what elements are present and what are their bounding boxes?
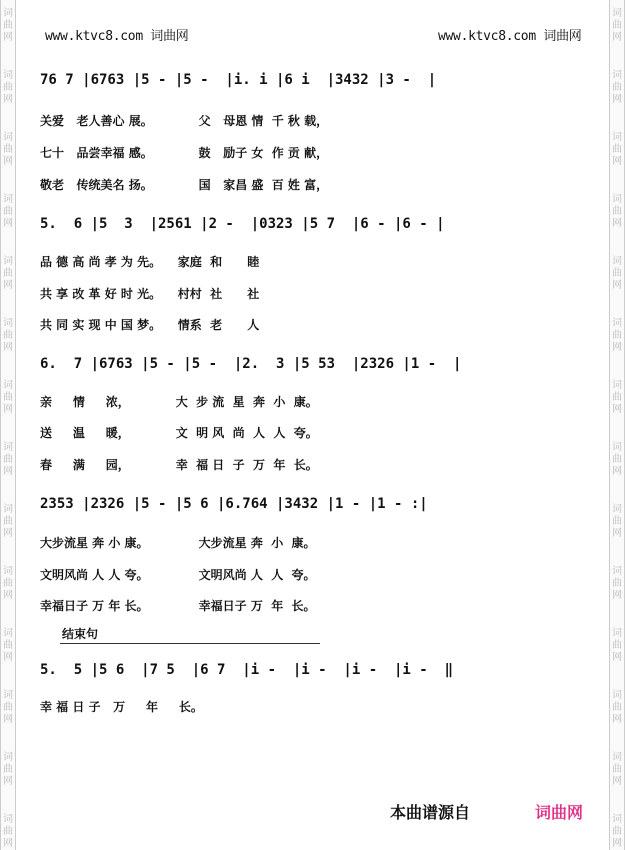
notation-line-1: 76 7 |6763 |5 - |5 - |i. i |6 i |3432 |3 - | <box>40 72 437 88</box>
watermark-glyph-group <box>1 194 15 230</box>
watermark-glyph: 词 <box>3 380 13 391</box>
watermark-glyph: 词 <box>3 504 13 515</box>
watermark-glyph-group <box>610 132 624 168</box>
watermark-glyph: 词 <box>612 628 622 639</box>
watermark-glyph: 曲 <box>3 206 13 217</box>
watermark-glyph: 词 <box>3 318 13 329</box>
watermark-glyph: 曲 <box>612 20 622 31</box>
watermark-glyph-group <box>1 690 15 726</box>
watermark-glyph: 词 <box>612 814 622 825</box>
watermark-glyph-group <box>610 380 624 416</box>
watermark-glyph: 曲 <box>612 144 622 155</box>
watermark-glyph: 网 <box>3 652 13 663</box>
watermark-glyph: 网 <box>3 590 13 601</box>
watermark-glyph-group <box>1 628 15 664</box>
watermark-glyph: 曲 <box>3 330 13 341</box>
watermark-glyph: 网 <box>612 280 622 291</box>
lyric-line-1-3: 敬老 传统美名 扬。 国 家昌 盛 百 姓 富， <box>40 178 329 192</box>
notation-line-2: 5. 6 |5 3 |2561 |2 - |0323 |5 7 |6 - |6 - | <box>40 216 445 232</box>
watermark-glyph: 网 <box>3 776 13 787</box>
watermark-glyph: 曲 <box>3 516 13 527</box>
lyric-line-2-3: 共 同 实 现 中 国 梦。 情系 老 人 <box>40 318 260 332</box>
watermark-glyph: 网 <box>3 404 13 415</box>
watermark-glyph: 词 <box>612 690 622 701</box>
watermark-glyph: 词 <box>3 690 13 701</box>
watermark-glyph: 网 <box>612 652 622 663</box>
watermark-glyph: 网 <box>3 32 13 43</box>
watermark-glyph-group <box>610 70 624 106</box>
watermark-glyph-group <box>1 566 15 602</box>
watermark-glyph: 词 <box>3 194 13 205</box>
header-right <box>438 25 582 44</box>
watermark-glyph: 网 <box>612 94 622 105</box>
watermark-glyph: 曲 <box>3 20 13 31</box>
watermark-glyph: 词 <box>612 752 622 763</box>
watermark-glyph: 词 <box>612 132 622 143</box>
watermark-glyph: 曲 <box>3 764 13 775</box>
watermark-glyph: 曲 <box>3 392 13 403</box>
watermark-glyph-group <box>610 566 624 602</box>
watermark-glyph: 词 <box>3 70 13 81</box>
watermark-glyph: 曲 <box>612 392 622 403</box>
watermark-glyph-group <box>610 628 624 664</box>
watermark-glyph: 网 <box>612 32 622 43</box>
lyric-line-1-1: 关爱 老人善心 展。 父 母恩 情 千 秋 载， <box>40 114 329 128</box>
watermark-glyph: 网 <box>3 466 13 477</box>
watermark-glyph: 曲 <box>612 578 622 589</box>
watermark-glyph: 网 <box>3 218 13 229</box>
header-left <box>45 25 189 44</box>
watermark-glyph: 网 <box>612 156 622 167</box>
source-text: 本曲谱源自 <box>390 803 471 822</box>
watermark-glyph-group <box>1 504 15 540</box>
watermark-glyph: 网 <box>3 280 13 291</box>
watermark-glyph: 曲 <box>612 764 622 775</box>
watermark-glyph: 词 <box>612 256 622 267</box>
brand-logo-text[interactable]: 词曲网 <box>535 803 584 822</box>
watermark-glyph: 词 <box>3 752 13 763</box>
ending-label: 结束句 <box>62 627 99 641</box>
watermark-glyph: 曲 <box>612 206 622 217</box>
watermark-glyph-group <box>610 690 624 726</box>
watermark-glyph-group <box>610 256 624 292</box>
watermark-glyph: 词 <box>3 628 13 639</box>
watermark-glyph-group <box>610 318 624 354</box>
header-left-site[interactable]: www.ktvc8.com <box>45 29 143 44</box>
watermark-glyph: 网 <box>612 466 622 477</box>
notation-ending: 5. 5 |5 6 |7 5 |6 7 |i - |i - |i - |i - ‖ <box>40 662 454 678</box>
notation-line-3: 6. 7 |6763 |5 - |5 - |2. 3 |5 53 |2326 |1 - | <box>40 356 462 372</box>
watermark-glyph-group <box>1 380 15 416</box>
lyric-line-3-2: 送 温 暖， 文 明 风 尚 人 人 夸。 <box>40 426 318 440</box>
watermark-glyph: 词 <box>612 8 622 19</box>
watermark-glyph: 曲 <box>3 826 13 837</box>
watermark-glyph: 曲 <box>3 144 13 155</box>
watermark-glyph: 曲 <box>612 702 622 713</box>
watermark-glyph-group <box>610 194 624 230</box>
watermark-glyph: 词 <box>612 442 622 453</box>
watermark-glyph: 词 <box>612 70 622 81</box>
watermark-glyph: 网 <box>3 528 13 539</box>
watermark-glyph: 词 <box>612 380 622 391</box>
lyric-line-3-3: 春 满 园， 幸 福 日 子 万 年 长。 <box>40 458 318 472</box>
watermark-glyph: 曲 <box>612 640 622 651</box>
watermark-glyph: 曲 <box>612 454 622 465</box>
header-right-name: 词曲网 <box>543 29 582 44</box>
lyric-line-2-2: 共 享 改 革 好 时 光。 村村 社 社 <box>40 287 260 301</box>
watermark-glyph: 曲 <box>612 82 622 93</box>
watermark-glyph: 词 <box>612 504 622 515</box>
watermark-glyph: 网 <box>612 404 622 415</box>
watermark-glyph: 曲 <box>612 268 622 279</box>
watermark-glyph: 网 <box>612 838 622 849</box>
watermark-glyph-group <box>610 8 624 44</box>
watermark-glyph-group <box>610 752 624 788</box>
watermark-glyph: 网 <box>612 528 622 539</box>
watermark-glyph: 网 <box>3 156 13 167</box>
watermark-glyph: 词 <box>3 814 13 825</box>
watermark-glyph: 词 <box>612 566 622 577</box>
watermark-glyph-group <box>1 318 15 354</box>
watermark-glyph-group <box>610 814 624 850</box>
watermark-glyph-group <box>610 442 624 478</box>
watermark-glyph: 网 <box>612 714 622 725</box>
lyric-ending: 幸 福 日 子 万 年 长。 <box>40 700 203 714</box>
watermark-glyph: 词 <box>3 256 13 267</box>
watermark-glyph: 网 <box>3 94 13 105</box>
watermark-glyph: 网 <box>612 218 622 229</box>
watermark-glyph: 曲 <box>612 516 622 527</box>
watermark-glyph: 词 <box>3 442 13 453</box>
header-right-site[interactable]: www.ktvc8.com <box>438 29 536 44</box>
watermark-glyph: 曲 <box>3 268 13 279</box>
watermark-glyph: 曲 <box>3 640 13 651</box>
lyric-line-2-1: 品 德 高 尚 孝 为 先。 家庭 和 睦 <box>40 255 260 269</box>
header-left-name: 词曲网 <box>150 29 189 44</box>
watermark-glyph-group <box>1 814 15 850</box>
lyric-line-4-1: 大步流星 奔 小 康。 大步流星 奔 小 康。 <box>40 536 316 550</box>
watermark-glyph-group <box>610 504 624 540</box>
watermark-glyph: 网 <box>612 590 622 601</box>
watermark-glyph: 曲 <box>3 82 13 93</box>
lyric-line-4-2: 文明风尚 人 人 夸。 文明风尚 人 人 夸。 <box>40 568 316 582</box>
watermark-glyph-group <box>1 70 15 106</box>
watermark-glyph: 曲 <box>612 330 622 341</box>
left-watermark-strip <box>0 0 16 850</box>
right-watermark-strip <box>609 0 625 850</box>
watermark-glyph: 网 <box>3 838 13 849</box>
lyric-line-1-2: 七十 品尝幸福 感。 鼓 励子 女 作 贡 献， <box>40 146 329 160</box>
watermark-glyph-group <box>1 442 15 478</box>
watermark-glyph-group <box>1 132 15 168</box>
watermark-glyph-group <box>1 8 15 44</box>
watermark-glyph: 曲 <box>3 454 13 465</box>
watermark-glyph: 曲 <box>612 826 622 837</box>
watermark-glyph: 词 <box>612 318 622 329</box>
watermark-glyph: 网 <box>612 342 622 353</box>
watermark-glyph: 词 <box>3 566 13 577</box>
watermark-glyph-group <box>1 752 15 788</box>
watermark-glyph: 词 <box>3 132 13 143</box>
notation-line-4: 2353 |2326 |5 - |5 6 |6.764 |3432 |1 - |1 - :| <box>40 496 428 512</box>
lyric-line-3-1: 亲 情 浓， 大 步 流 星 奔 小 康。 <box>40 395 318 409</box>
watermark-glyph: 网 <box>3 342 13 353</box>
watermark-glyph: 网 <box>612 776 622 787</box>
watermark-glyph: 曲 <box>3 702 13 713</box>
watermark-glyph: 曲 <box>3 578 13 589</box>
watermark-glyph: 网 <box>3 714 13 725</box>
watermark-glyph: 词 <box>612 194 622 205</box>
watermark-glyph-group <box>1 256 15 292</box>
watermark-glyph: 词 <box>3 8 13 19</box>
lyric-line-4-3: 幸福日子 万 年 长。 幸福日子 万 年 长。 <box>40 599 316 613</box>
ending-bracket-line <box>60 643 320 644</box>
